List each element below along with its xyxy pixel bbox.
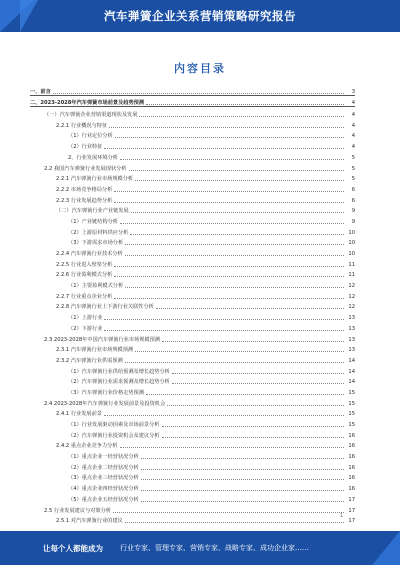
- toc-dot-leader: [114, 188, 344, 192]
- toc-entry-page: 14: [348, 368, 355, 375]
- toc-entry[interactable]: [30, 84, 355, 96]
- toc-dot-leader: [125, 519, 344, 523]
- toc-dot-leader: [156, 305, 344, 309]
- toc-entry[interactable]: [30, 353, 355, 364]
- toc-entry-title: （3）汽车弹簧行业价格走势预测: [30, 390, 146, 396]
- toc-entry-title: （2）汽车弹簧行业投资机会及建议分析: [30, 433, 162, 439]
- toc-entry-title: 2.2.2 市场竞争格局分析: [30, 187, 114, 193]
- toc-dot-leader: [141, 487, 344, 491]
- toc-dot-leader: [141, 498, 344, 502]
- toc-entry-title: 一、前言: [30, 88, 51, 95]
- toc-entry[interactable]: [30, 375, 355, 386]
- toc-entry-title: 2.3.2 汽车弹簧行业供需预测: [30, 358, 125, 364]
- toc-dot-leader: [162, 423, 345, 427]
- toc-entry-page: 16: [348, 464, 355, 471]
- toc-entry[interactable]: [30, 257, 355, 268]
- toc-entry-title: （2）下游行业: [30, 326, 104, 332]
- toc-entry-title: 2.4 2023-2028年汽车弹簧行业发展前景及投资机会: [30, 401, 167, 407]
- toc-dot-leader: [125, 284, 344, 288]
- toc-entry[interactable]: [30, 96, 355, 108]
- toc-entry-title: 2.2.4 汽车弹簧行业技术分析: [30, 251, 125, 257]
- toc-dot-leader: [104, 316, 344, 320]
- toc-dot-leader: [114, 199, 344, 203]
- toc-entry-page: 13: [348, 347, 355, 354]
- toc-entry-title: （1）产业链结构分析: [30, 219, 120, 225]
- toc-entry-page: 14: [348, 357, 355, 364]
- toc-entry-page: 6: [351, 197, 355, 204]
- toc-entry-title: （2）重点企业二经营状况分析: [30, 465, 141, 471]
- toc-entry[interactable]: [30, 278, 355, 289]
- toc-entry[interactable]: [30, 385, 355, 396]
- toc-entry-title: 2.5.1 对汽车弹簧行业的建议: [30, 518, 125, 524]
- toc-dot-leader: [125, 241, 344, 245]
- toc-entry-page: 15: [348, 400, 355, 407]
- toc-entry[interactable]: [30, 289, 355, 300]
- toc-entry-page: 15: [348, 411, 355, 418]
- toc-entry-title: （1）主要盈利模式分析: [30, 283, 125, 289]
- toc-dot-leader: [115, 134, 344, 138]
- toc-entry[interactable]: [30, 214, 355, 225]
- report-title: 汽车弹簧企业关系营销策略研究报告: [104, 9, 296, 23]
- toc-dot-leader: [167, 402, 344, 406]
- toc-entry-page: 13: [348, 325, 355, 332]
- toc-entry-title: （1）重点企业一经营状况分析: [30, 454, 141, 460]
- toc-dot-leader: [125, 252, 344, 256]
- toc-dot-leader: [130, 231, 344, 235]
- toc-dot-leader: [172, 370, 344, 374]
- toc-entry-title: 2.4.1 行业发展前景: [30, 411, 104, 417]
- toc-entry-page: 3: [351, 88, 355, 95]
- toc-entry-title: 2.3 2023-2028年中国汽车弹簧行业市场规模预测: [30, 337, 162, 343]
- toc-entry-page: 13: [348, 315, 355, 322]
- page-number: 1: [340, 513, 344, 519]
- toc-entry[interactable]: [30, 428, 355, 439]
- toc-dot-leader: [146, 101, 344, 105]
- toc-entry-title: （二）汽车弹簧行业产业链发展: [30, 208, 131, 214]
- toc-entry-title: 2.2.6 行业盈利模式分析: [30, 272, 114, 278]
- toc-entry[interactable]: [30, 321, 355, 332]
- toc-dot-leader: [125, 359, 344, 363]
- toc-entry[interactable]: [30, 492, 355, 503]
- toc-entry-page: 5: [351, 165, 355, 172]
- toc-entry-title: 2.2 我国汽车弹簧行业发展现状分析: [30, 166, 129, 172]
- toc-entry[interactable]: [30, 182, 355, 193]
- toc-entry-title: （4）重点企业四经营状况分析: [30, 486, 141, 492]
- toc-dot-leader: [109, 124, 344, 128]
- toc-entry-page: 17: [348, 496, 355, 503]
- toc-entry-page: 17: [348, 507, 355, 514]
- toc-entry[interactable]: [30, 460, 355, 471]
- toc-entry-page: 14: [348, 379, 355, 386]
- toc-entry-page: 15: [348, 389, 355, 396]
- toc-entry-page: 5: [351, 176, 355, 183]
- toc-dot-leader: [139, 113, 344, 117]
- toc-entry-page: 4: [351, 144, 355, 151]
- toc-dot-leader: [131, 209, 344, 213]
- toc-entry[interactable]: [30, 407, 355, 418]
- report-header: [0, 0, 400, 32]
- toc-entry[interactable]: [30, 129, 355, 140]
- toc-entry-title: （3）下游需求市场分析: [30, 240, 125, 246]
- toc-entry[interactable]: [30, 107, 355, 118]
- toc-entry-page: 4: [351, 112, 355, 119]
- toc-dot-leader: [129, 167, 344, 171]
- toc-entry-page: 16: [348, 432, 355, 439]
- toc-entry[interactable]: [30, 225, 355, 236]
- toc-dot-leader: [162, 434, 345, 438]
- toc-entry[interactable]: [30, 449, 355, 460]
- toc-entry-page: 16: [348, 486, 355, 493]
- toc-dot-leader: [113, 509, 344, 513]
- toc-dot-leader: [104, 412, 344, 416]
- toc-entry[interactable]: [30, 236, 355, 247]
- toc-entry-title: 2.2.5 行业进入壁垒分析: [30, 262, 114, 268]
- toc-dot-leader: [114, 273, 344, 277]
- toc-entry-title: 2.5 行业发展建议与对策分析: [30, 508, 113, 514]
- report-footer: [0, 531, 400, 565]
- toc-entry-page: 11: [348, 272, 355, 279]
- toc-entry[interactable]: [30, 246, 355, 257]
- toc-entry-page: 10: [348, 229, 355, 236]
- toc-dot-leader: [135, 348, 344, 352]
- toc-entry-title: 2.4.2 重点企业竞争力分析: [30, 443, 120, 449]
- toc-entry-page: 4: [351, 100, 355, 107]
- toc-entry[interactable]: [30, 300, 355, 311]
- toc-entry-title: （1）上游行业: [30, 315, 104, 321]
- toc-entry[interactable]: [30, 514, 355, 525]
- toc-entry-title: 2.2.8 汽车弹簧行业上下游行业关联性分析: [30, 304, 156, 310]
- toc-entry-page: 5: [351, 154, 355, 161]
- toc-entry[interactable]: [30, 139, 355, 150]
- toc-entry-title: （2）上游原材料供应分析: [30, 230, 130, 236]
- toc-entry-title: （2）汽车弹簧行业需求预测及增长趋势分析: [30, 379, 172, 385]
- toc-entry-page: 4: [351, 122, 355, 129]
- toc-dot-leader: [120, 444, 344, 448]
- toc-entry-page: 9: [351, 218, 355, 225]
- toc-entry[interactable]: [30, 396, 355, 407]
- toc-dot-leader: [104, 145, 344, 149]
- toc-entry-title: （3）重点企业三经营状况分析: [30, 475, 141, 481]
- toc-entry-title: （1）汽车弹簧行业供给预测及增长趋势分析: [30, 369, 172, 375]
- toc-entry[interactable]: [30, 343, 355, 354]
- toc-entry-title: 2.2.7 行业重点企业分析: [30, 294, 114, 300]
- toc-entry-page: 12: [348, 304, 355, 311]
- toc-entry-title: （5）重点企业五经营状况分析: [30, 497, 141, 503]
- toc-entry[interactable]: [30, 332, 355, 343]
- toc-entry[interactable]: [30, 118, 355, 129]
- toc-dot-leader: [120, 156, 344, 160]
- toc-entry-title: 2.3.1 汽车弹簧行业市场规模预测: [30, 347, 135, 353]
- toc-entry-page: 16: [348, 454, 355, 461]
- toc-entry-title: 2.2.1 行业概况与特征: [30, 123, 109, 129]
- toc-entry[interactable]: [30, 364, 355, 375]
- toc-dot-leader: [104, 327, 344, 331]
- toc-dot-leader: [114, 263, 344, 267]
- toc-dot-leader: [135, 177, 344, 181]
- toc-entry-page: 15: [348, 422, 355, 428]
- toc-entry-title: （一）汽车弹簧企业营销渠道现状及发展: [30, 112, 139, 118]
- toc-entry[interactable]: [30, 503, 355, 514]
- toc-entry[interactable]: [30, 150, 355, 161]
- toc-entry[interactable]: [30, 161, 355, 172]
- toc-entry-page: 4: [351, 133, 355, 140]
- table-of-contents: [30, 84, 355, 524]
- toc-entry[interactable]: [30, 310, 355, 321]
- footer-slogan: 让每个人都能成为: [43, 544, 103, 553]
- toc-dot-leader: [120, 220, 344, 224]
- toc-entry[interactable]: [30, 439, 355, 450]
- footer-accent-shape: [372, 531, 400, 565]
- toc-entry-page: 6: [351, 186, 355, 193]
- toc-entry-page: 13: [348, 336, 355, 343]
- toc-entry-page: 11: [348, 261, 355, 268]
- toc-entry-title: 2.2.3 行业发展趋势分析: [30, 198, 114, 204]
- toc-entry-page: 9: [351, 208, 355, 215]
- toc-entry-page: 16: [348, 443, 355, 450]
- toc-entry[interactable]: [30, 471, 355, 482]
- toc-entry[interactable]: [30, 172, 355, 183]
- toc-dot-leader: [53, 90, 344, 94]
- toc-entry[interactable]: [30, 204, 355, 215]
- toc-entry[interactable]: [30, 193, 355, 204]
- toc-entry[interactable]: [30, 481, 355, 492]
- toc-dot-leader: [141, 455, 344, 459]
- footer-tagline: 行业专家、管理专家、营销专家、战略专家、成功企业家……: [120, 544, 309, 552]
- toc-entry-title: 二、2023-2028年汽车弹簧市场前景及趋势预测: [30, 100, 145, 107]
- toc-entry-page: 12: [348, 293, 355, 300]
- toc-entry[interactable]: [30, 417, 355, 428]
- toc-entry-title: （1）行业定位分析: [30, 133, 115, 139]
- toc-entry-page: 10: [348, 240, 355, 247]
- toc-entry[interactable]: [30, 268, 355, 279]
- toc-dot-leader: [146, 391, 344, 395]
- toc-entry-page: 17: [348, 518, 355, 525]
- toc-entry-page: 16: [348, 475, 355, 482]
- toc-dot-leader: [162, 338, 344, 342]
- toc-entry-title: 2.2.1 汽车弹簧行业市场规模分析: [30, 176, 135, 182]
- toc-entry-page: 12: [348, 283, 355, 290]
- toc-entry-page: 10: [348, 251, 355, 257]
- toc-dot-leader: [141, 466, 344, 470]
- toc-entry-title: 2、行业发展环境分析: [30, 155, 120, 161]
- toc-title: 内容目录: [174, 62, 226, 75]
- toc-entry-title: （2）行业特征: [30, 144, 104, 150]
- toc-dot-leader: [141, 476, 344, 480]
- toc-dot-leader: [114, 295, 344, 299]
- toc-entry-title: （1）行业发展驱动因素及市场前景分析: [30, 422, 162, 428]
- toc-dot-leader: [172, 380, 344, 384]
